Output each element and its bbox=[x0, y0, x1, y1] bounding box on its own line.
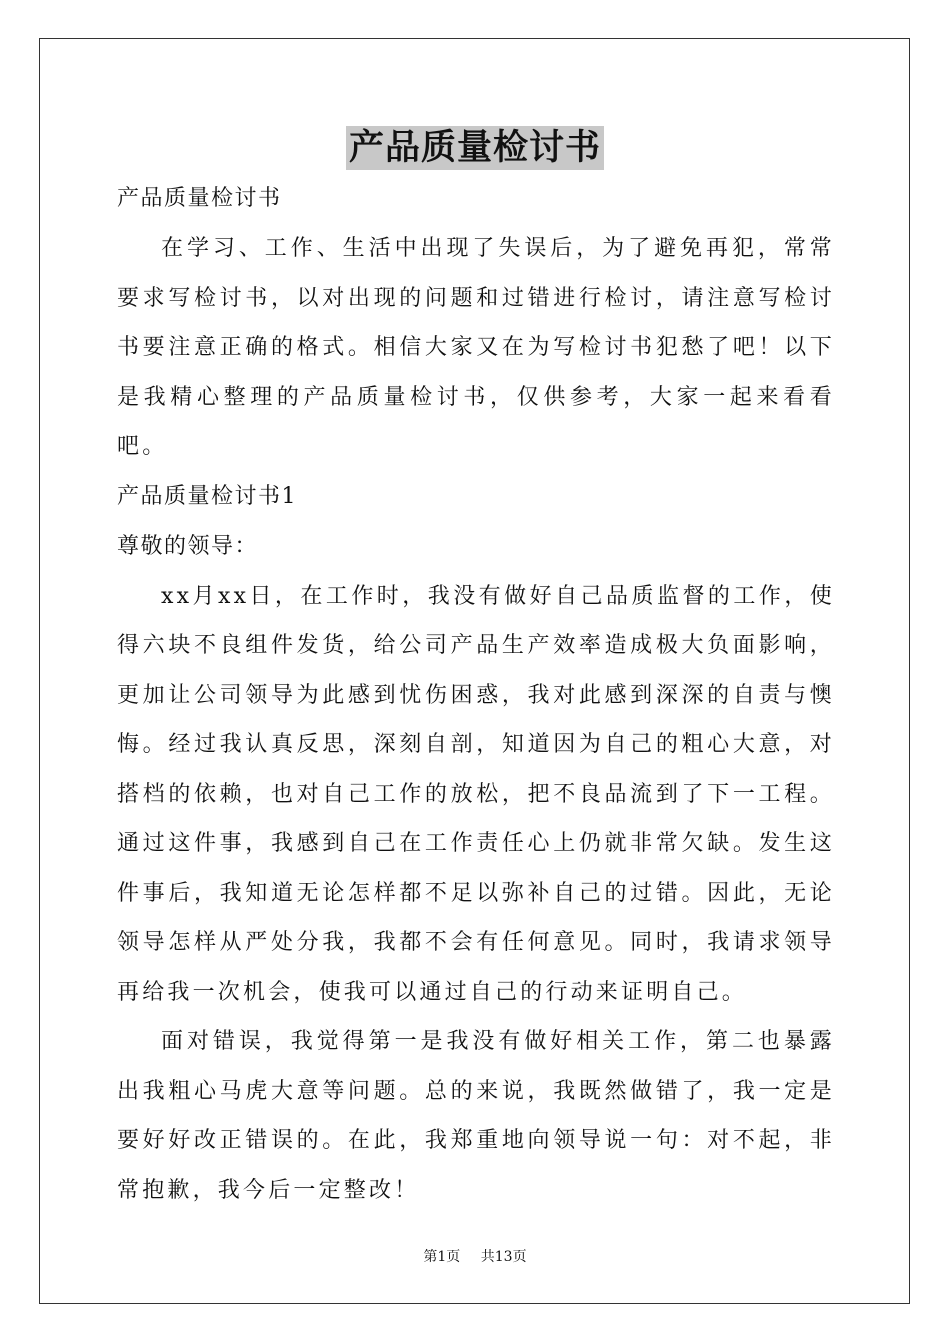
salutation: 尊敬的领导： bbox=[117, 533, 259, 559]
body-paragraph-1: xx月xx日，在工作时，我没有做好自己品质监督的工作，使得六块不良组件发货，给公司产品生产效率造成极大负面影响，更加让公司领导为此感到忧伤困惑，我对此感到深深的自责与懊悔。经过我认真反思，深刻自剖，知道因为自己的粗心大意，对搭档的依赖，也对自己工作的放松，把不良品流到了下一工程。通过这件事，我感到自己在工作责任心上仍就非常欠缺。发生这件事后，我知道无论怎样都不足以弥补自己的过错。因此，无论领导怎样从严处分我，我都不会有任何意见。同时，我请求领导再给我一次机会，使我可以通过自己的行动来证明自己。 bbox=[117, 583, 835, 1005]
section-heading: 产品质量检讨书1 bbox=[117, 483, 297, 509]
document-subtitle: 产品质量检讨书 bbox=[117, 186, 282, 211]
intro-paragraph: 在学习、工作、生活中出现了失误后，为了避免再犯，常常要求写检讨书，以对出现的问题和过错进行检讨，请注意写检讨书要注意正确的格式。相信大家又在为写检讨书犯愁了吧！以下是我精心整理的产品质量检讨书，仅供参考，大家一起来看看吧。 bbox=[117, 236, 835, 459]
page-number: 第1页 bbox=[423, 1249, 461, 1265]
body-paragraph-2: 面对错误，我觉得第一是我没有做好相关工作，第二也暴露出我粗心马虎大意等问题。总的来说，我既然做错了，我一定是要好好改正错误的。在此，我郑重地向领导说一句：对不起，非常抱歉，我今后一定整改！ bbox=[117, 1029, 835, 1203]
document-title: 产品质量检讨书 bbox=[346, 126, 604, 170]
document-body bbox=[117, 174, 835, 1215]
page-footer bbox=[0, 1248, 950, 1266]
page-total: 共13页 bbox=[480, 1249, 527, 1265]
title-wrap bbox=[0, 126, 950, 170]
